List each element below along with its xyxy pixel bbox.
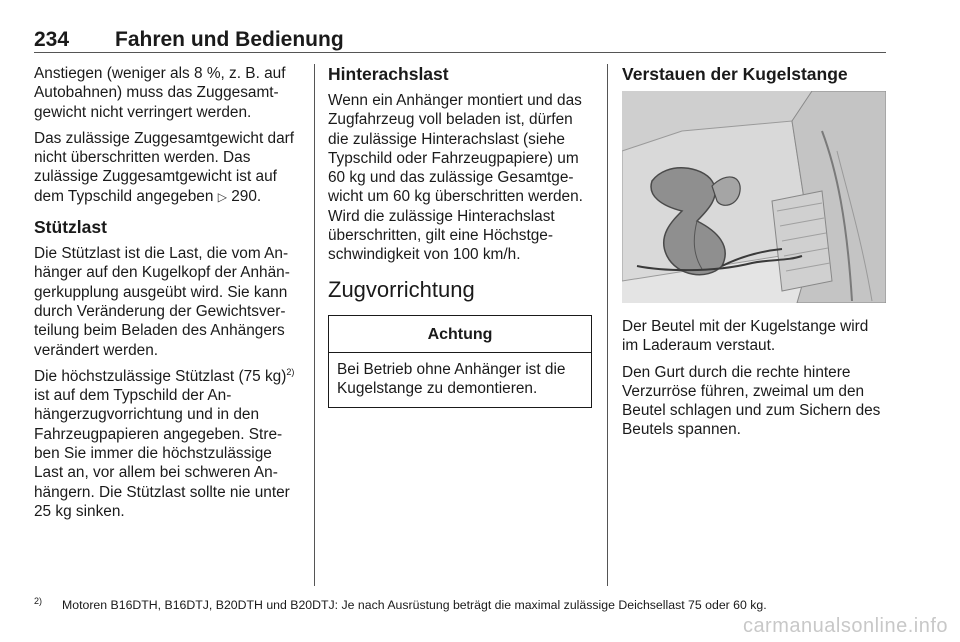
- page-reference-arrow-icon: ▷: [217, 189, 227, 204]
- paragraph: Die höchstzulässige Stützlast (75 kg)$^{2)}$ ist auf dem Typschild der Anhängerzugvorrichtung und in den Fahrzeugpapieren angegeben. Streben Sie immer die höchstzulässige Last an, vor allem bei schweren Anhängern. Die Stützlast sollte nie unter 25 kg sinken.: [34, 366, 295, 520]
- paragraph: Die Stützlast ist die Last, die vom Anhänger auf den Kugelkopf der Anhängerkupplung ausgeübt wird. Sie kann durch Veränderung der Gewichtsverteilung beim Beladen des Anhängers verändert werden.: [34, 245, 290, 359]
- column-divider-1: [314, 64, 315, 586]
- column-1: [34, 64, 299, 528]
- paragraph: Das zulässige Zuggesamtgewicht darf nicht überschritten werden. Das zulässige Zuggesamtgewicht ist auf dem Typschild angegeben ▷ 290.: [34, 129, 295, 205]
- section-heading-hinterachslast: Hinterachslast: [328, 64, 449, 84]
- footnote-mark: 2): [34, 596, 43, 606]
- page-title: Fahren und Bedienung: [115, 28, 344, 51]
- section-heading-verstauen: Verstauen der Kugelstange: [622, 64, 848, 84]
- column-divider-2: [607, 64, 608, 586]
- footnote-text: Motoren B16DTH, B16DTJ, B20DTH und B20DTJ: Je nach Ausrüstung beträgt die maximal zulässige Deichsellast 75 oder 60 kg.: [62, 598, 767, 612]
- section-heading-stuetzlast: Stützlast: [34, 217, 107, 238]
- paragraph: Wenn ein Anhänger montiert und das Zugfahrzeug voll beladen ist, dürfen die zulässige Hinterachslast (siehe Typschild oder Fahrzeugpapiere) um 60 kg und das zulässige Gesamtgewicht um 60 kg überschritten werden. Wird die zulässige Hinterachslast überschritten, gilt eine Höchstgeschwindigkeit von 100 km/h.: [328, 92, 583, 264]
- column-2: [328, 64, 592, 408]
- cargo-bag-illustration: [622, 91, 886, 303]
- warning-text: Bei Betrieb ohne Anhänger ist die Kugelstange zu demontieren.: [337, 360, 566, 398]
- header-rule: [34, 52, 886, 53]
- footnote-reference: 2): [286, 366, 295, 377]
- page-reference: 290.: [231, 187, 262, 205]
- watermark: carmanualsonline.info: [742, 615, 948, 637]
- column-3: [622, 64, 886, 447]
- page-header: [34, 28, 886, 54]
- paragraph: Anstiegen (weniger als 8 %, z. B. auf Autobahnen) muss das Zuggesamtgewicht nicht verringert werden.: [34, 65, 286, 121]
- paragraph: Der Beutel mit der Kugelstange wird im Laderaum verstaut.: [622, 318, 869, 355]
- paragraph: Den Gurt durch die rechte hintere Verzurröse führen, zweimal um den Beutel schlagen und zum Sichern des Beutels spannen.: [622, 363, 881, 439]
- warning-title: Achtung: [329, 316, 591, 353]
- chapter-heading-zugvorrichtung: Zugvorrichtung: [328, 276, 475, 302]
- page-number: 234: [34, 28, 70, 51]
- warning-box: [328, 315, 592, 408]
